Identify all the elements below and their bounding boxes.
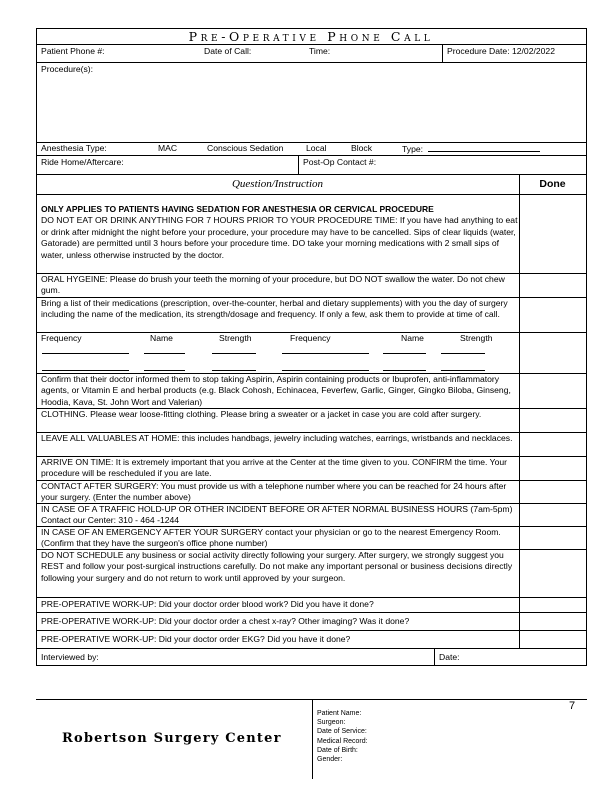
divider xyxy=(298,155,299,174)
med-blank[interactable] xyxy=(282,370,369,371)
anesthesia-type-label: Type: xyxy=(402,144,424,154)
done-cell[interactable] xyxy=(520,433,586,456)
date-of-service-label: Date of Service: xyxy=(317,728,367,735)
med-blank[interactable] xyxy=(212,353,256,354)
time-field[interactable]: Time: xyxy=(309,46,331,56)
anesthesia-type-label: Anesthesia Type: xyxy=(41,143,107,153)
med-col-strength-2: Strength xyxy=(460,333,493,343)
divider xyxy=(36,44,587,45)
form-title: Pre-Operative Phone Call xyxy=(188,29,434,44)
instruction-row-oral-hygiene: ORAL HYGEINE: Please do brush your teeth the morning of your procedure, but DO NOT swallow the water. Do not chew gum. xyxy=(41,274,505,296)
done-cell[interactable] xyxy=(520,631,586,648)
instruction-row-chest-xray: PRE-OPERATIVE WORK-UP: Did your doctor order a chest x-ray? Other imaging? Was it done? xyxy=(41,616,410,626)
divider xyxy=(36,62,587,63)
surgeon-label: Surgeon: xyxy=(317,719,346,726)
done-cell[interactable] xyxy=(520,550,586,597)
anesthesia-option-block[interactable]: Block xyxy=(351,143,373,153)
procedures-field[interactable]: Procedure(s): xyxy=(41,64,94,74)
done-cell[interactable] xyxy=(520,457,586,480)
instruction-row-do-not-schedule: DO NOT SCHEDULE any business or social activity directly following your surgery. After surgery, we strongly suggest you REST and follow your post-surgical instructions carefully. Do not make any important personal or business decisions directly following your surgery and do not return to work until approved by your surgeon. xyxy=(41,550,513,583)
patient-phone-field[interactable]: Patient Phone #: xyxy=(41,46,105,56)
done-cell[interactable] xyxy=(520,333,586,373)
divider xyxy=(36,612,587,613)
done-cell[interactable] xyxy=(520,504,586,526)
divider xyxy=(36,194,587,195)
med-blank[interactable] xyxy=(383,353,426,354)
med-col-frequency: Frequency xyxy=(41,333,82,343)
page-number: 7 xyxy=(569,700,576,712)
instruction-row-medication-list: Bring a list of their medications (prescription, over-the-counter, herbal and dietary supplements) with you the day of surgery including the name of the medication, its strength/dosage and frequency. If only a few, ask them to provide at time of call. xyxy=(41,298,508,320)
gender-label: Gender: xyxy=(317,756,343,763)
instruction-row-fasting xyxy=(41,204,519,261)
med-blank[interactable] xyxy=(42,353,129,354)
done-cell[interactable] xyxy=(520,409,586,432)
instruction-row-traffic: IN CASE OF A TRAFFIC HOLD-UP OR OTHER INCIDENT BEFORE OR AFTER NORMAL BUSINESS HOURS (7am-5pm) Contact our Center: 310 - 464 -1244 xyxy=(41,504,513,526)
instruction-row-ekg: PRE-OPERATIVE WORK-UP: Did your doctor order EKG? Did you have it done? xyxy=(41,634,351,644)
divider xyxy=(36,174,587,175)
fasting-instruction: DO NOT EAT OR DRINK ANYTHING FOR 7 HOURS PRIOR TO YOUR PROCEDURE TIME: If you have had anything to eat or drink after midnight the night before your procedure, your procedure may have to be cancelled. Sips of clear liquids (water, Gatorade) are permitted until 3 hours before your procedure time. DO take your morning medications with 2 small sips of water, unless otherwise instructed by the doctor. xyxy=(41,215,518,260)
footer-column-divider xyxy=(312,699,313,779)
med-col-strength: Strength xyxy=(219,333,252,343)
sedation-heading: ONLY APPLIES TO PATIENTS HAVING SEDATION FOR ANESTHESIA OR CERVICAL PROCEDURE xyxy=(41,204,434,214)
anesthesia-option-mac[interactable]: MAC xyxy=(158,143,178,153)
date-of-birth-label: Date of Birth: xyxy=(317,747,358,754)
instruction-row-contact-after-surgery: CONTACT AFTER SURGERY: You must provide us with a telephone number where you can be reached for 24 hours after your surgery. (Enter the number above) xyxy=(41,481,507,503)
divider xyxy=(442,44,443,62)
divider xyxy=(434,648,435,666)
divider xyxy=(36,597,587,598)
anesthesia-type-blank[interactable] xyxy=(428,143,540,152)
done-cell[interactable] xyxy=(520,598,586,612)
divider xyxy=(36,648,587,649)
done-cell[interactable] xyxy=(520,195,586,273)
med-col-frequency-2: Frequency xyxy=(290,333,331,343)
med-col-name: Name xyxy=(150,333,173,343)
med-blank[interactable] xyxy=(441,370,485,371)
patient-name-label: Patient Name: xyxy=(317,710,362,717)
instruction-row-valuables: LEAVE ALL VALUABLES AT HOME: this includes handbags, jewelry including watches, earrings, wristbands and necklaces. xyxy=(41,433,513,443)
med-blank[interactable] xyxy=(144,353,185,354)
done-cell[interactable] xyxy=(520,298,586,332)
done-cell[interactable] xyxy=(520,613,586,630)
done-cell[interactable] xyxy=(520,527,586,549)
center-name: Robertson Surgery Center xyxy=(62,731,282,746)
med-blank[interactable] xyxy=(42,370,129,371)
ride-home-field[interactable]: Ride Home/Aftercare: xyxy=(41,157,124,167)
done-column-header: Done xyxy=(539,178,566,190)
instruction-row-emergency: IN CASE OF AN EMERGENCY AFTER YOUR SURGERY contact your physician or go to the nearest Emergency Room. (Confirm that they have the surgeon's office phone number) xyxy=(41,527,501,549)
instruction-row-clothing: CLOTHING. Please wear loose-fitting clothing. Please bring a sweater or a jacket in case you are cold after surgery. xyxy=(41,409,482,419)
instruction-row-arrive-on-time: ARRIVE ON TIME: It is extremely important that you arrive at the Center at the time given to you. CONFIRM the time. Your procedure will be rescheduled if you are late. xyxy=(41,457,507,479)
post-op-contact-field[interactable]: Post-Op Contact #: xyxy=(303,157,377,167)
med-col-name-2: Name xyxy=(401,333,424,343)
question-column-header: Question/Instruction xyxy=(231,178,324,190)
done-cell[interactable] xyxy=(520,481,586,503)
med-blank[interactable] xyxy=(144,370,185,371)
med-blank[interactable] xyxy=(282,353,369,354)
anesthesia-option-local[interactable]: Local xyxy=(306,143,327,153)
instruction-row-aspirin: Confirm that their doctor informed them to stop taking Aspirin, Aspirin containing products or Ibuprofen, anti-inflammatory agents, or Vitamin E and herbal products (e.g. Black Cohosh, Echinacea, Feverfew, Garlic, Ginger, Gingko Biloba, Ginseng, Hoodia, Kava, St. John Wort and Valerian) xyxy=(41,374,511,407)
done-cell[interactable] xyxy=(520,274,586,297)
procedure-date-field[interactable]: Procedure Date: 12/02/2022 xyxy=(447,46,555,56)
anesthesia-option-conscious-sedation[interactable]: Conscious Sedation xyxy=(207,143,284,153)
medical-record-label: Medical Record: xyxy=(317,738,368,745)
instruction-row-blood-work: PRE-OPERATIVE WORK-UP: Did your doctor order blood work? Did you have it done? xyxy=(41,599,374,609)
interview-date-field[interactable]: Date: xyxy=(439,652,460,662)
med-blank[interactable] xyxy=(212,370,256,371)
done-cell[interactable] xyxy=(520,374,586,408)
date-of-call-field[interactable]: Date of Call: xyxy=(204,46,252,56)
interviewed-by-field[interactable]: Interviewed by: xyxy=(41,652,99,662)
med-blank[interactable] xyxy=(441,353,485,354)
anesthesia-type-field[interactable] xyxy=(402,143,540,155)
divider xyxy=(36,630,587,631)
med-blank[interactable] xyxy=(383,370,426,371)
